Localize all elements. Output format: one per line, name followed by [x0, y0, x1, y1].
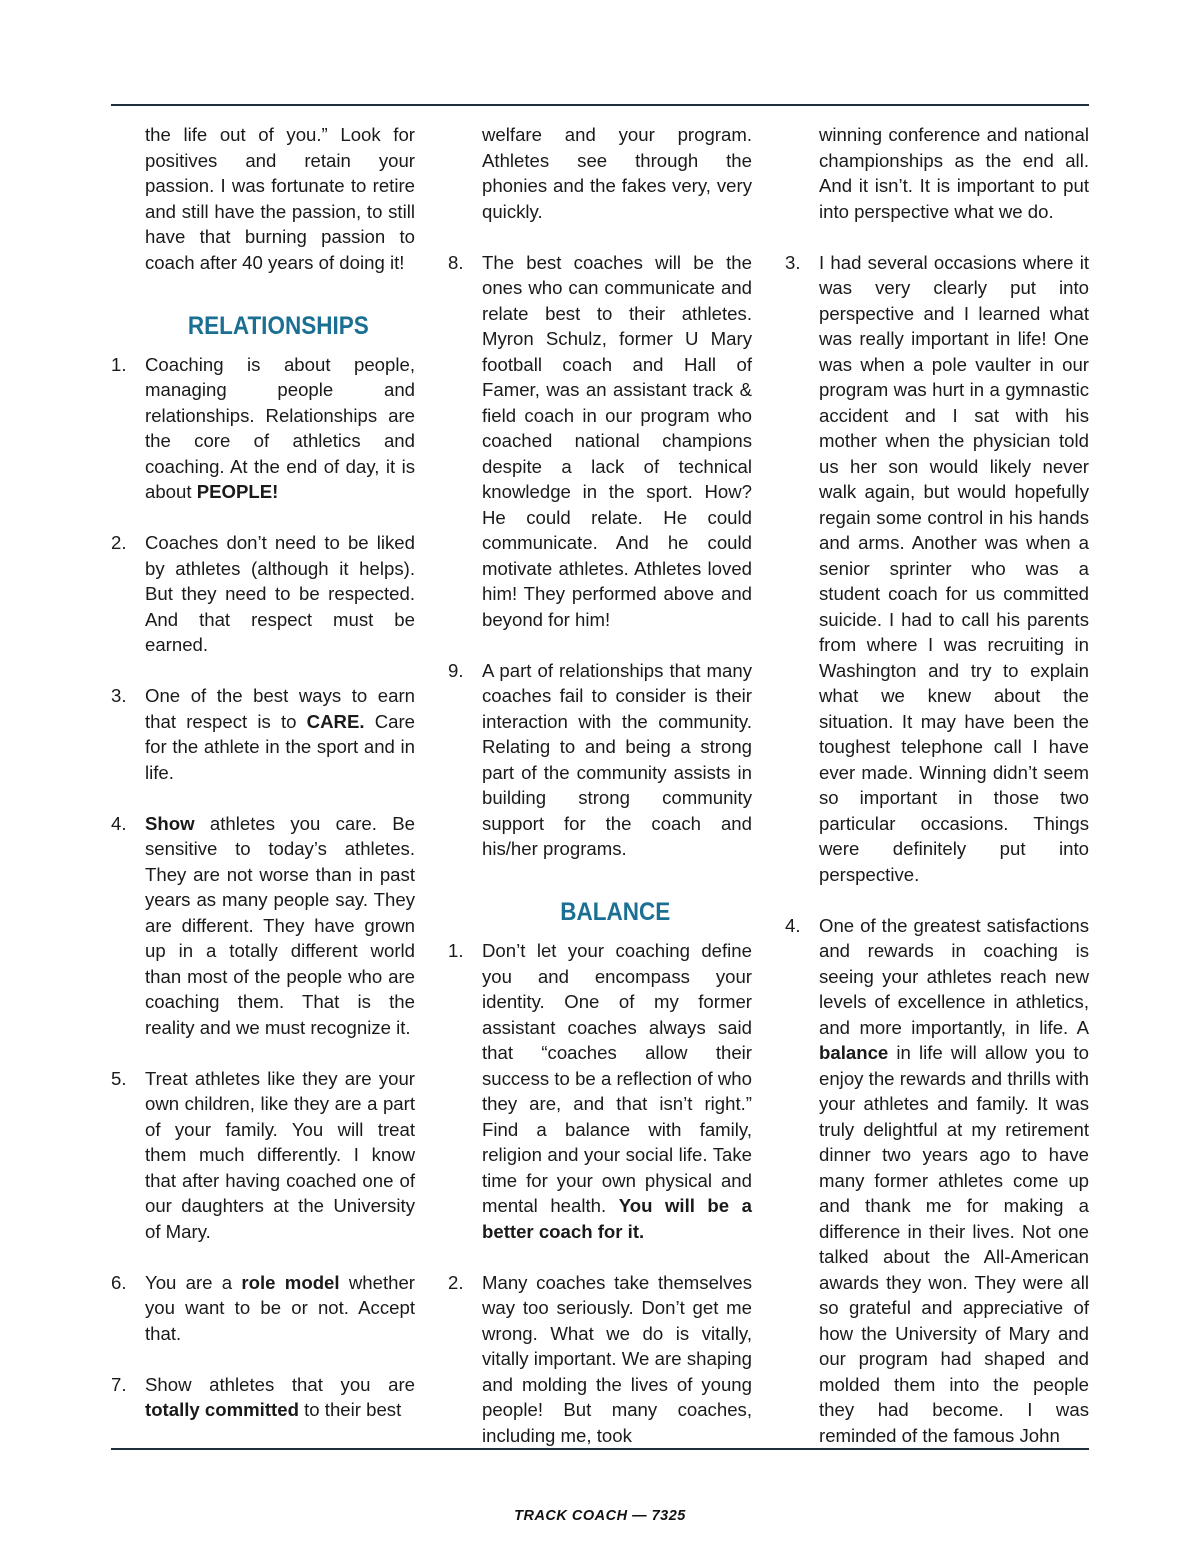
item-text-part: athletes you care. Be sensitive to today’s athletes. They are not worse than in past years as many people say. They are different. They have grown up in a totally different world than most of the people who are coaching them. That is the reality and we must recognize it. — [145, 812, 415, 1038]
bottom-rule — [111, 1448, 1089, 1450]
item-text-part: Many coaches take themselves way too seriously. Don’t get me wrong. What we do is vitally, vitally important. We are shaping and molding the lives of young people! But many coaches, including me, took — [482, 1271, 752, 1446]
list-item — [111, 1066, 415, 1245]
item-text — [145, 352, 415, 505]
item-text-part: You are a — [145, 1271, 242, 1293]
item-text — [482, 250, 752, 633]
item-number: 4. — [111, 812, 127, 834]
item-text-part: Treat athletes like they are your own children, like they are a part of your family. You will treat them much differently. I know that after having coached one of our daughters at the University of Mary. — [145, 1067, 415, 1242]
item-number: 3. — [111, 685, 127, 706]
item-text — [819, 913, 1089, 1449]
list-item — [111, 1270, 415, 1347]
item-text-part: One of the best ways to earn that respect is to — [145, 685, 415, 732]
list-item — [448, 1270, 752, 1449]
list-item — [111, 1372, 415, 1423]
item-text-part: Don’t let your coaching define you and encompass your identity. One of my former assistant coaches always said that “coaches allow their success to be a reflection of who they are, and that isn’t right.” Find a balance with family, religion and your social life. Take time for your own physical and mental health. — [482, 940, 752, 1216]
item-number: 3. — [785, 251, 801, 273]
item-text-part: Coaching is about people, managing people and relationships. Relationships are the core of athletics and coaching. At the end of day, it is about — [145, 353, 415, 502]
item-text-part: in life will allow you to enjoy the rewards and thrills with your athletes and family. It was truly delightful at my retirement dinner two years ago to have many former athletes come up and thank me for making a difference in their lives. Not one talked about the All-American awards they won. They were all so grateful and appreciative of how the University of Mary and our program had shaped and molded them into the people they had become. I was reminded of the famous John — [819, 1042, 1089, 1446]
item-text — [145, 1066, 415, 1245]
item-text-part: I had several occasions where it was very clearly put into perspective and I learned what was really important in life! One was when a pole vaulter in our program was hurt in a gymnastic accident and I sat with his mother when the physician told us her son would likely never walk again, but would hopefully regain some control in his hands and arms. Another was when a senior sprinter who was a student coach for us committed suicide. I had to call his parents from where I was recruiting in Washington and try to explain what we knew about the situation. It may have been the toughest telephone call I have ever made. Winning didn’t seem so important in those two particular occasions. Things were definitely put into perspective. — [819, 251, 1089, 885]
section-heading-relationships: RELATIONSHIPS — [187, 311, 369, 340]
item-number: 6. — [111, 1271, 127, 1293]
item-emphasis: Show — [145, 812, 195, 834]
continued-paragraph: winning conference and national championships as the end all. And it isn’t. It is important to put into perspective what we do. — [819, 124, 1089, 222]
item-text-part: Coaches don’t need to be liked by athletes (although it helps). But they need to be respected. And that respect must be earned. — [145, 532, 415, 655]
item-text — [819, 250, 1089, 888]
list-item — [111, 530, 415, 658]
item-text-part: A part of relationships that many coaches fail to consider is their interaction with the community. Relating to and being a strong part of the community assists in building strong community support for the coach and his/her programs. — [482, 659, 752, 859]
item-text — [482, 1270, 752, 1449]
item-number: 5. — [111, 1067, 127, 1089]
column-2 — [448, 122, 752, 1474]
top-rule — [111, 104, 1089, 106]
item-emphasis: You will be a better coach for it. — [482, 1195, 752, 1242]
item-text — [145, 1372, 415, 1423]
balance-list-cont — [785, 250, 1089, 1449]
continued-paragraph: welfare and your program. Athletes see through the phonies and the fakes very, very quickly. — [482, 124, 752, 222]
continued-paragraph: the life out of you.” Look for positives and retain your passion. I was fortunate to retire and still have the passion, to still have that burning passion to coach after 40 years of doing it! — [145, 124, 415, 273]
item-number: 1. — [448, 940, 464, 961]
list-item — [785, 913, 1089, 1449]
item-emphasis: role model — [241, 1271, 340, 1293]
item-text — [145, 811, 415, 1041]
page-footer: TRACK COACH — 7325 — [514, 1508, 686, 1524]
item-number: 1. — [111, 353, 127, 375]
item-text-part: One of the greatest satisfactions and rewards in coaching is seeing your athletes reach new levels of excellence in athletics, and more importantly, in life. A — [819, 914, 1089, 1038]
item-number: 4. — [785, 914, 801, 936]
item-text — [482, 658, 752, 862]
list-item — [111, 352, 415, 505]
item-number: 9. — [448, 659, 464, 681]
item-emphasis: PEOPLE! — [196, 481, 279, 502]
relationships-list — [111, 352, 415, 1423]
list-item — [785, 250, 1089, 888]
item-number: 7. — [111, 1373, 127, 1395]
item-number: 2. — [111, 532, 127, 553]
section-heading-balance: BALANCE — [560, 898, 671, 926]
item-text — [145, 1270, 415, 1347]
column-3 — [785, 122, 1089, 1474]
list-item — [111, 811, 415, 1041]
item-text — [145, 683, 415, 785]
item-emphasis: totally committed — [145, 1399, 299, 1420]
balance-list — [448, 938, 752, 1448]
column-1 — [111, 122, 415, 1448]
item-number: 8. — [448, 251, 464, 273]
item-emphasis: balance — [819, 1042, 889, 1063]
list-item — [111, 683, 415, 785]
list-item — [448, 938, 752, 1244]
item-text-part: Care for the athlete in the sport and in life. — [145, 710, 415, 783]
item-emphasis: CARE. — [306, 710, 365, 732]
item-text-part: The best coaches will be the ones who can communicate and relate best to their athletes. Myron Schulz, former U Mary football coach and Hall of Famer, was an assistant track & field coach in our program who coached national champions despite a lack of technical knowledge in the sport. How? He could relate. He could communicate. And he could motivate athletes. Athletes loved him! They performed above and beyond for him! — [482, 251, 752, 630]
list-item — [448, 250, 752, 633]
relationships-list-cont — [448, 250, 752, 862]
item-text — [482, 938, 752, 1244]
item-text-part: whether you want to be or not. Accept that. — [145, 1271, 415, 1344]
list-item — [448, 658, 752, 862]
item-text — [145, 530, 415, 658]
item-number: 2. — [448, 1271, 464, 1293]
item-text-part: to their best — [298, 1399, 402, 1420]
item-text-part: Show athletes that you are — [145, 1373, 415, 1395]
